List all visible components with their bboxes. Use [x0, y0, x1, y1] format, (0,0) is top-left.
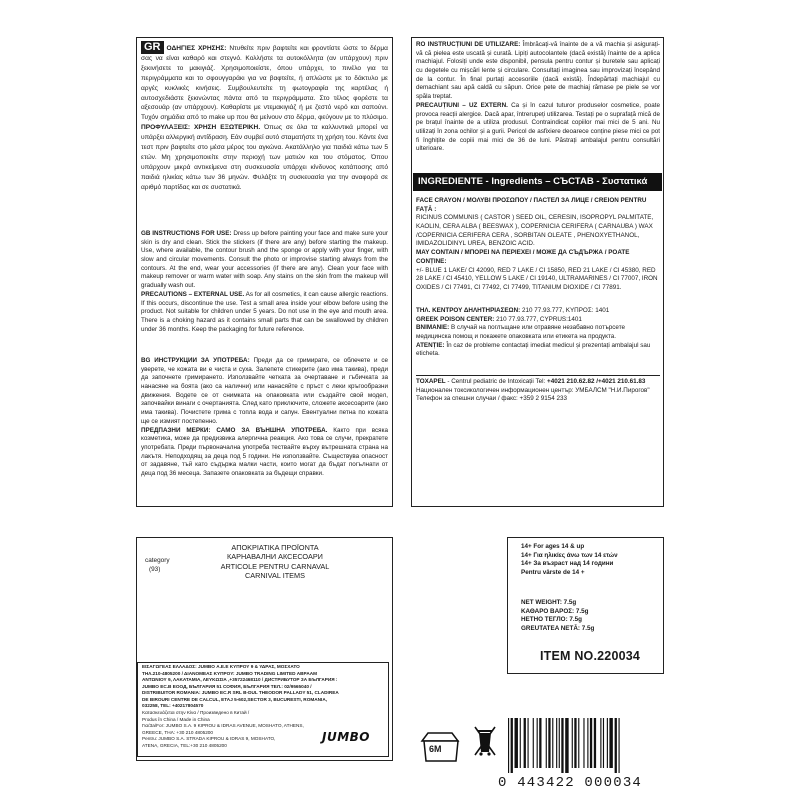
age-line-bg: 14+ За възраст над 14 години [521, 560, 614, 568]
toxapel-label: TOXAPEL [416, 378, 446, 385]
barcode-bar [559, 718, 560, 768]
barcode-bar [603, 718, 604, 768]
barcode [506, 718, 662, 773]
barcode-bar [539, 718, 541, 768]
may-contain-label: MAY CONTAIN / ΜΠΟΡΕΙ ΝΑ ΠΕΡΙΕΧΕΙ / МОЖЕ ДА СЪДЪРЖА / POATE CONȚINE: [416, 249, 630, 265]
distributor-line-5: DISTRIBUITOR ROMANIA: JUMBO EC.R SRL B-DUL THEODOR PALLADY 51, CLADIREA [142, 690, 339, 696]
toxapel-divider [416, 375, 660, 376]
toxapel-line3: Телефон за спешни случаи / факс: +359 2 9154 233 [416, 395, 567, 403]
barcode-bar [520, 718, 521, 768]
pao-jar-icon [418, 727, 466, 767]
barcode-bar [524, 718, 526, 768]
toxapel-line1: - Centrul pediatric de Intoxicații Tel: [445, 378, 548, 385]
ingredients-section [416, 197, 660, 293]
bg-heading: BG ИНСТРУКЦИИ ЗА УПОТРЕБА: [141, 357, 250, 364]
attention-bg-label: ΒΝΙΜΑΝΙΕ: [416, 324, 450, 332]
for-line-2: GREECE, ΤΗΛ: +30 210 4805200 [142, 729, 214, 735]
barcode-bar [508, 718, 509, 773]
gr-body: Ντυθείτε πριν βαφτείτε και φροντίστε ώστε το δέρμα σας να είναι καθαρό και στεγνό. Κολλήστε τα αυτοκόλλητα (αν υπάρχουν) πριν ξεκινήσετε το μακιγιάζ. Χρησιμοποιείστε, όπου υπάρχει, το πινέλο για τα περιγράμματα και το σφουγγαράκι για να βαφτείτε, ή απλώστε με το δάκτυλο με αργές κυκλικές κινήσεις. Συμβουλευτείτε τη φωτογραφία της καρτέλας ή αυτοσχεδιάστε ξεκινώντας πάντα από τα περιγράμματα. Στο τέλος φορέστε τα αξεσουάρ (αν υπάρχουν). Καθαρίστε με ντεμακιγιάζ ή με ζεστό νερό και σαπούνι. Τυχόν σημάδια από το make up που θα μείνουν στο δέρμα, φεύγουν με το πλύσιμο. [141, 45, 388, 122]
barcode-bar [600, 718, 601, 768]
barcode-bar [619, 718, 620, 773]
distributor-line-3: ΑΝΤΩΝΙΟΥ 9, ΛΑΚΑΤΑΜΙΑ, ΛΕΥΚΩΣΙΑ ,+35722468110 / ДИСТРИБУТОР ЗА БЪЛГАРИЯ : [142, 677, 338, 683]
age-block [521, 543, 661, 578]
gb-body: Dress up before painting your face and make sure your skin is dry and clean. Stick the stickers (if there are any) before starting the makeup. Use, where available, the contour brush and the sponge or apply with your finger, with slow and circular movements. Consult the photo or improvise starting always from the contours. At the end, wear your accessories (if there are any). Clean your face with makeup remover or warm water with soap. Any stains on the skin from the makeup will gradually wash out. [141, 230, 388, 290]
gr-warning-body: Όπως σε όλα τα καλλυντικά μπορεί να υπάρξει αλλεργική αντίδραση. Εάν συμβεί αυτό σταματήστε τη χρήση του. Κάντε ένα τεστ πριν βαφτείτε στο μέσα μέρος του αγκώνα. Ακατάλληλο για παιδιά κάτω των 5 ετών. Μη χρησιμοποιείτε στην περιοχή των ματιών και του στόματος. Όπου υπάρχουν μικρά αντικείμενα στη συσκευασία υπάρχει κίνδυνος κατάποσης από παιδιά ηλικίας κάτω των 36 μηνών. Φυλάξτε τη συσκευασία για την αναφορά σε αριθμό παρτίδας και σε συστατικά. [141, 124, 388, 191]
gb-warning-body: As for all cosmetics, it can cause allergic reactions. If this occurs, discontinue the use. Test a small area inside your elbow before using the product. Not suitable for children under 5 years. Do not use in the eye and mouth area. There is a choking hazard as it contains small parts that can be swallowed by children under 36 months. Keep the packaging for future reference. [141, 290, 388, 333]
barcode-bar [609, 718, 612, 768]
barcode-bar [528, 718, 529, 768]
barcode-bar [590, 718, 592, 768]
barcode-bar [548, 718, 550, 768]
poison-en-label: GREEK POISON CENTER: [416, 315, 495, 323]
barcode-bar [574, 718, 576, 768]
pentru-line-2: ATENA, GRECIA, TEL:+30 210 4805200 [142, 742, 227, 748]
ro-body: Îmbrăcați-vă înainte de a vă machia și asigurați-vă că pielea este uscată și curată. Lipiți autocolantele (dacă există) înainte de a aplica machiajul. Folosiți unde este disponibil, pensula pentru contur și buretele sau aplicați cu degetele cu mișcări lente și circulare. Consultați imaginea sau improvizați începând de la contur. În final purtați accesoriile (dacă există). Îndepărtați machiajul cu demachiant sau apă caldă cu săpun. Orice pete de machiaj rămase pe piele se vor spăla treptat. [416, 41, 660, 101]
age-line-gr: 14+ Για ηλικίες άνω των 14 ετών [521, 551, 618, 559]
pentru-line-1: Pentru: JUMBO S.A. STRADA KIPROU & IDRAS 9, MOSHATO, [142, 736, 276, 742]
gr-heading: ΟΔΗΓΙΕΣ ΧΡΗΣΗΣ: [166, 45, 227, 52]
weight-block [521, 599, 661, 634]
item-number: ITEM NO.220034 [540, 649, 641, 663]
barcode-bar [537, 718, 538, 768]
barcode-bar [511, 718, 513, 773]
poison-en-value: 210 77.93.777, CYPRUS:1401 [494, 315, 582, 323]
gb-section [141, 230, 388, 334]
toxapel-phones: +4021 210.62.82 /+4021 210.61.83 [547, 378, 646, 385]
barcode-bar [565, 718, 568, 773]
age-line-ro: Pentru vârste de 14 + [521, 569, 585, 577]
barcode-digits: 0 443422 000034 [498, 775, 643, 791]
gr-warning-heading: ΠΡΟΦΥΛΑΞΕΙΣ: ΧΡΗΣΗ ΕΞΩΤΕΡΙΚΗ. [141, 124, 261, 132]
jumbo-logo: JUMBO [322, 730, 370, 744]
barcode-bars [506, 718, 662, 773]
weight-line-gr: ΚΑΘΑΡΟ ΒΑΡΟΣ: 7.5g [521, 607, 589, 615]
distributor-line-6: DE BIROURI CENTRE DE CALCUL, ETAJ 5-602,SECTOR 3, BUCURESTI, ROMANIA, [142, 696, 328, 702]
gb-warning-heading: PRECAUTIONS – EXTERNAL USE. [141, 290, 245, 298]
bg-warning-heading: ПРЕДПАЗНИ МЕРКИ: САМО ЗА ВЪНШНА УПОТРЕБА. [141, 426, 328, 434]
carnival-line-gr: ΑΠΟΚΡΙΑΤΙΚΑ ΠΡΟΪΟΝΤΑ [231, 543, 319, 552]
barcode-bar [587, 718, 588, 768]
barcode-bar [546, 718, 547, 768]
gr-section [141, 41, 388, 192]
ro-warning-body: Ca și în cazul tuturor produselor cosmetice, poate provoca reacții alergice. Dacă apar, întrerupeți utilizarea. Testați pe o suprafață mică de pe brațul înainte de a utiliza produsul. Contraindicat copiilor mai mici de 5 ani. Nu utilizați în zona ochilor și a gurii. Pericol de asfixiere deoarece conține piese mici ce pot fi înghițite de copiii mai mici de 36 de luni. Păstrați ambalajul pentru consultări ulterioare. [416, 101, 661, 153]
poison-section [416, 307, 660, 359]
age-line-en: 14+ For ages 14 & up [521, 543, 585, 550]
barcode-bar [607, 718, 608, 768]
barcode-bar [583, 718, 584, 768]
distributor-line-1: ΕΙΣΑΓΩΓΕΑΣ ΕΛΛΑΔΟΣ: JUMBO Α.Ε.Ε ΚΥΠΡΟΥ 9 & ΥΔΡΑΣ, ΜΟΣΧΑΤΟ [142, 664, 300, 669]
attention-ro-label: ATENȚIE: [416, 341, 445, 349]
barcode-bar [578, 718, 579, 768]
for-line-1: Για/За/For: JUMBO S.A. 9 KIPROU & IDRAS AVENUE, MOSHATO, ATHENS, [142, 723, 304, 729]
ro-heading: RO INSTRUCȚIUNI DE UTILIZARE: [416, 41, 521, 48]
barcode-bar [556, 718, 557, 768]
ro-warning-heading: PRECAUȚIUNI – UZ EXTERN. [416, 101, 508, 109]
poison-gr-value: 210 77.93.777, ΚΥΠΡΟΣ: 1401 [520, 307, 610, 314]
distributor-line-7: 032258, TEL: +40217804570 [142, 703, 204, 709]
category-number: (93) [149, 565, 161, 573]
ingredients-bar: INGREDIENTE - Ingredients – СЪСТАВ - Συστατικά [413, 173, 662, 191]
barcode-bar [533, 718, 534, 768]
attention-bg-text: В случай на поглъщане или отравяне незабавно потърсете медицинска помощ и покажете опаковката или етикета на продукта. [416, 324, 626, 341]
category-block [145, 557, 185, 575]
barcode-bar [572, 718, 573, 768]
toxapel-section [416, 378, 660, 404]
carnival-line-en: CARNIVAL ITEMS [244, 571, 305, 581]
barcode-bar [552, 718, 553, 768]
ingredients-product-names: FACE CRAYON / ΜΟΛΥΒΙ ΠΡΟΣΩΠΟΥ / ПАСТЕЛ ЗА ЛИЦЕ / CREION PENTRU FAȚĂ : [416, 197, 647, 213]
ro-section [416, 41, 660, 154]
attention-ro-text: În caz de probleme contactați imediat medicul și prezentați ambalajul sau eticheta. [416, 341, 651, 358]
gr-language-badge: GR [141, 41, 164, 54]
weight-line-ro: GREUTATEA NETĂ: 7.5g [521, 625, 595, 633]
carnival-line-ro: ARTICOLE PENTRU CARNAVAL [220, 561, 330, 571]
distributor-line-2: ΤΗΛ.210-4805200 / ΔΙΑΝΟΜΕΑΣ ΚΥΠΡΟΥ: JUMBO TRADING LIMITED ΑΒΡΑΑΜ [142, 670, 318, 676]
toxapel-line2: Национален токсикологичен информационен център: УМБАЛСМ "Н.И.Пирогов" [416, 386, 650, 394]
barcode-bar [615, 718, 617, 773]
weight-line-bg: НЕТНО ТЕГЛО: 7.5g [521, 616, 583, 624]
poison-gr-label: ΤΗΛ. ΚΕΝΤΡΟΥ ΔΗΛΗΤΗΡΙΑΣΕΩΝ: [416, 307, 521, 314]
bg-section [141, 357, 388, 479]
made-in-line-1: Κατασκευάζεται στην Κίνα / Произведено в Китай / [142, 710, 250, 716]
carnival-block [200, 543, 350, 581]
bg-body: Преди да се гримирате, се облечете и се уверете, че кожата ви е чиста и суха. Залепете стикерите (ако има такива), преди да започнете гримирането. Използвайте четката за очертаване и гъбичката за нанасяне на боята (ако са налични) или нанасяйте с пръст с леки кръгообразни движения. Водете се от снимката на опаковката или създайте свой модел, започвайки винаги с очертанията. След като приключите, сложете аксесоарите (ако има такива). Почистете грима с топла вода и сапун. Евентуални петна по кожата ще се измият постепенно. [141, 357, 388, 425]
ingredients-list: RICINUS COMMUNIS ( CASTOR ) SEED OIL, CERESIN, ISOPROPYL PALMITATE, KAOLIN, CERA ALBA ( BEESWAX ), COPERNICIA CERIFERA ( CARNAUBA ) WAX /COPERNICIA CERIFERA CERA , SORBITAN OLEATE , PHENOXYETHANOL, IMIDAZOLIDINYL UREA, BENZOIC ACID. [416, 214, 654, 248]
pao-label: 6M [429, 744, 442, 754]
carnival-line-bg: КАРНАВАЛНИ АКСЕСОАРИ [227, 552, 323, 562]
barcode-bar [594, 718, 596, 768]
distributor-line-4: JUMBO EC.B ЕООД, БЪЛГАРИЯ 51 СОФИЯ, БЪЛГАРИЯ ТЕЛ.: 02/9565040 / [142, 683, 312, 689]
barcode-bar [561, 718, 563, 773]
category-label: category [145, 557, 170, 564]
may-contain-list: +/- BLUE 1 LAKE/ CI 42090, RED 7 LAKE / CI 15850, RED 21 LAKE / CI 45380, RED 28 LAKE / CI 45410, YELLOW 5 LAKE / CI 19140, ULTRAMARINES / CI 77007, IRON OXIDES / CI 77491, CI 77492, CI 77499, TITANIUM DIOXIDE / CI 77891. [416, 266, 658, 291]
weight-line-en: NET WEIGHT: 7.5g [521, 599, 577, 606]
recycle-bin-icon [474, 725, 496, 757]
gb-heading: GB INSTRUCTIONS FOR USE: [141, 230, 232, 237]
barcode-bar [515, 718, 518, 768]
bg-warning-body: Както при всяка козметика, може да предизвика алергична реакция. Ако това се случи, прекратете употребата. Преди първоначална употреба тествайте върху вътрешната страна на лакътя. Неподходящ за деца под 5 години. Не използвайте. Съществува опасност от задавяне, тъй като съдържа малки части, които могат да бъдат погълнати от деца под 36 месеца. Запазете опаковката за бъдещи справки. [141, 426, 388, 477]
made-in-line-2: Produs în China / Made in China [142, 716, 210, 722]
